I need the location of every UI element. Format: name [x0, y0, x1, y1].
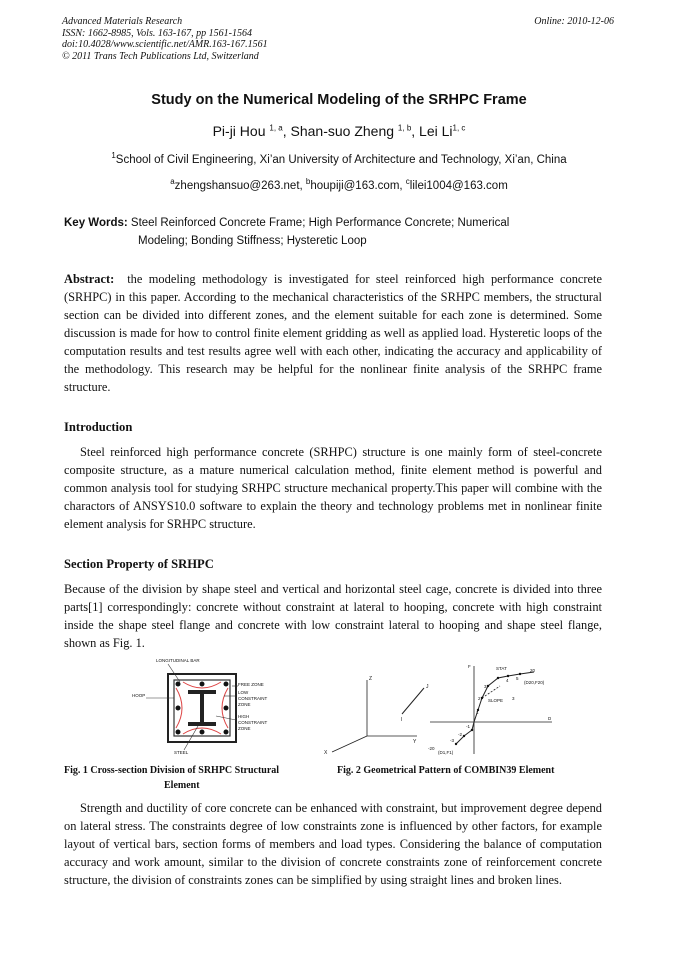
- author-sup: 1, c: [452, 123, 466, 133]
- intro-text: Steel reinforced high performance concrete (SRHPC) structure is one mainly form of steel-concrete composite structure, as a mature numerical calculation method, finite element method is powerful and common analysis tool for studying SRHPC structure mechanical property.This paper will combine with the charactors of ANSYS10.0 software to explain the theory and technology problems met in nonlinear finite element analysis for SRHPC structure.: [64, 445, 602, 531]
- journal-name: Advanced Materials Research: [62, 16, 183, 27]
- intro-heading: Introduction: [64, 420, 133, 434]
- label-n3b: 3: [512, 696, 515, 701]
- body-text: Strength and ductility of core concrete can be enhanced with constraint, but improvement degree depend on lateral stress. The constraints degree of low constraints zone is influenced by other factors, for example layout of vertical bars, section forms of members and load types. Considering the balance of computation accuracy and work amount, similar to the division of concrete constraints zone of reinforcement concrete structure, the division of constraints zones can be simplified by using straight lines and broken lines.: [64, 801, 602, 887]
- affiliation-sup: 1: [111, 151, 116, 160]
- author-sup: 1, a: [269, 123, 283, 133]
- label-m1: -1: [466, 724, 471, 729]
- label-constraint-2: CONSTRAINT: [238, 720, 268, 725]
- label-n3: 3: [484, 684, 487, 689]
- label-zone-2: ZONE: [238, 726, 251, 731]
- curve-points: [455, 673, 521, 745]
- element-line: [402, 688, 424, 714]
- label-n4: 4: [506, 678, 509, 683]
- author-sup: 1, b: [397, 123, 412, 133]
- label-n1: 1: [476, 710, 479, 715]
- fig2-force-deflection: [426, 660, 558, 760]
- label-stat: STAT: [496, 666, 507, 671]
- keywords-line1: Steel Reinforced Concrete Frame; High Performance Concrete; Numerical: [130, 217, 510, 229]
- label-f: F: [468, 664, 471, 669]
- label-d1f1: (D1,F1): [438, 750, 454, 755]
- email-sup: b: [305, 177, 311, 186]
- abstract-text: the modeling methodology is investigated for steel reinforced high performance concrete (SRHPC) in this paper. According to the mechanical characteristics of the SRHPC members, the structural section can be divided into different zones, and the element suitable for each zone is determined. Some discussion is made for how to control finite element gridding as well as applied load. Hysteretic loops of the computation results and test results agree well with each other, indicating the accuracy and applicability of the methodology. This research may be helpful for the nonlinear finite analysis of the SRHPC frame structure.: [64, 272, 603, 394]
- section-heading: Section Property of SRHPC: [64, 557, 214, 571]
- paper-title: Study on the Numerical Modeling of the SRHPC Frame: [151, 92, 527, 108]
- fig1-caption-line2: Element: [164, 780, 200, 791]
- label-n5: 5: [516, 676, 519, 681]
- label-x: X: [324, 750, 328, 756]
- label-zone: ZONE: [238, 702, 251, 707]
- doi: doi:10.4028/www.scientific.net/AMR.163-167.1561: [62, 39, 268, 50]
- label-n2: 2: [478, 696, 481, 701]
- curve-line: [456, 672, 534, 744]
- keywords-label: Key Words:: [64, 217, 128, 229]
- x-axis: [332, 736, 367, 752]
- label-z: Z: [369, 676, 373, 682]
- emails: $^a$zhengshansuo@263.net, $^b$houpiji@163.com, $^c$lilei1004@163.com: [170, 177, 508, 192]
- online-date: Online: 2010-12-06: [534, 16, 614, 27]
- label-m3: -3: [450, 738, 455, 743]
- fig2-axes-3d: [322, 668, 432, 758]
- label-longitudinal-bar: LONGITUDINAL BAR: [156, 658, 200, 663]
- journal-header: [62, 16, 268, 62]
- email-link[interactable]: zhengshansuo@263.net: [174, 179, 300, 192]
- abstract-label: Abstract:: [64, 272, 115, 286]
- flange-top: [188, 690, 216, 694]
- abstract: [64, 270, 602, 396]
- fig1-caption-line1: Fig. 1 Cross-section Division of SRHPC Structural: [64, 765, 280, 776]
- web: [200, 694, 204, 722]
- fig2-caption: Fig. 2 Geometrical Pattern of COMBIN39 Element: [337, 765, 555, 776]
- label-p20: 20: [530, 668, 536, 673]
- affiliation-text: School of Civil Engineering, Xi’an University of Architecture and Technology, Xi’an, China: [115, 153, 567, 166]
- flange-bottom: [188, 722, 216, 726]
- authors: Pi-ji Hou $^{1, a}$, Shan-suo Zheng $^{1, b}$, Lei Li$^{1, c}$: [212, 123, 466, 139]
- affiliation: [0, 151, 678, 166]
- label-high: HIGH: [238, 714, 250, 719]
- label-d: D: [548, 716, 552, 721]
- fig1-caption: [64, 765, 324, 791]
- label-low: LOW: [238, 690, 249, 695]
- label-free-zone: FREE ZONE: [238, 682, 264, 687]
- label-steel: STEEL: [174, 750, 189, 755]
- label-y: Y: [413, 739, 417, 745]
- section-text: Because of the division by shape steel and vertical and horizontal steel cage, concrete is divided into three parts[1] correspondingly: concrete without constraint at lateral to hooping, concrete with high constraint inside the shape steel flange and concrete with low constraint lateral to hooping and shape steel flange, shown as Fig. 1.: [64, 582, 602, 650]
- label-m2: -2: [458, 732, 463, 737]
- keywords: [64, 214, 584, 250]
- label-m20: -20: [428, 746, 435, 751]
- label-hoop: HOOP: [132, 693, 146, 698]
- issn: ISSN: 1662-8985, Vols. 163-167, pp 1561-1564: [62, 27, 252, 39]
- email-sup: a: [170, 177, 175, 186]
- email-link[interactable]: houpiji@163.com: [310, 179, 400, 192]
- author-name: Pi-ji Hou: [212, 123, 266, 139]
- email-link[interactable]: lilei1004@163.com: [409, 179, 508, 192]
- fig1-cross-section: [128, 656, 278, 758]
- label-constraint: CONSTRAINT: [238, 696, 268, 701]
- copyright: © 2011 Trans Tech Publications Ltd, Switzerland: [62, 50, 259, 62]
- label-i: I: [401, 717, 403, 723]
- keywords-line2: Modeling; Bonding Stiffness; Hysteretic Loop: [138, 235, 367, 247]
- author-name: Lei Li: [419, 123, 453, 139]
- email-sup: c: [405, 177, 410, 186]
- label-d20: (D20,F20): [524, 680, 545, 685]
- author-name: Shan-suo Zheng: [290, 123, 395, 139]
- label-slope: SLOPE: [488, 698, 504, 703]
- label-j: J: [426, 684, 429, 690]
